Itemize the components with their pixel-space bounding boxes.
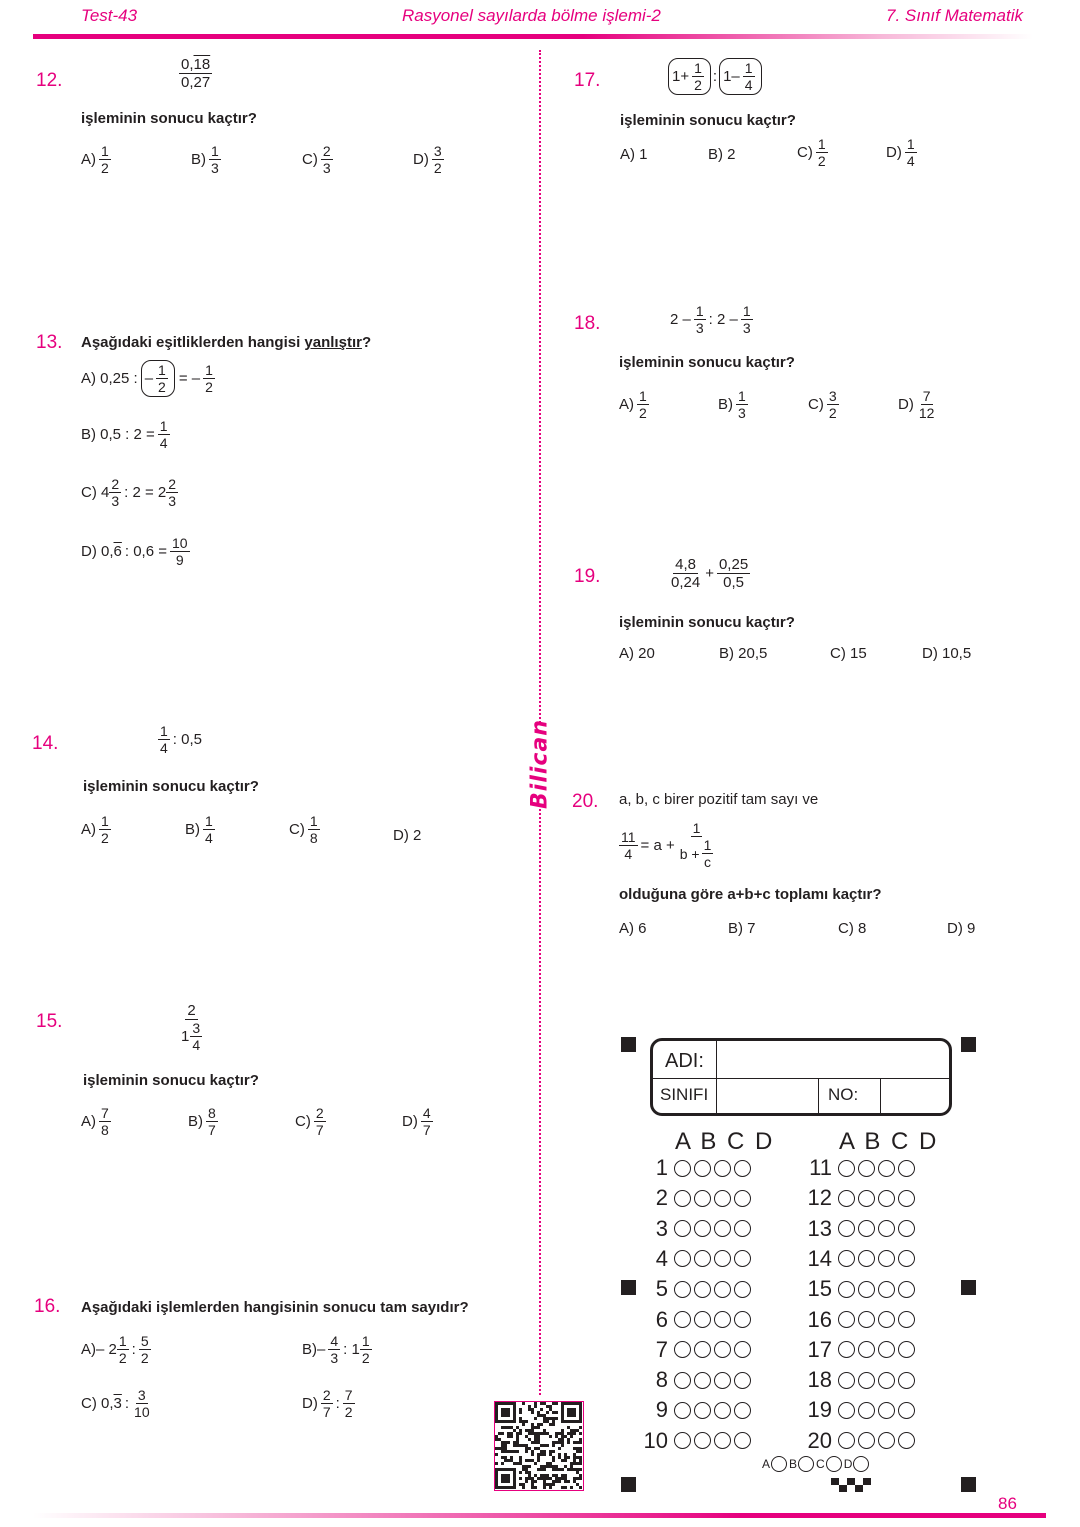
registration-mark [961,1037,976,1052]
registration-mark [621,1280,636,1295]
answer-bubble-c[interactable] [714,1190,731,1207]
answer-row [806,1154,918,1182]
name-label: ADI: [665,1050,704,1072]
question-12-text: işleminin sonucu kaçtır? [81,110,257,127]
answer-row [806,1336,918,1364]
legend-bubble [826,1456,842,1472]
q13-option-b[interactable]: B) 0,5 : 2 = $\frac{1}{4}$ [81,418,168,452]
answer-bubble-b[interactable] [858,1250,875,1267]
answer-bubble-b[interactable] [694,1220,711,1237]
answer-bubble-d[interactable] [734,1372,751,1389]
q20-option-c[interactable]: C) 8 [838,920,867,937]
answer-bubble-b[interactable] [694,1311,711,1328]
name-field[interactable] [719,1043,944,1076]
answer-row [806,1245,918,1273]
q17-option-c[interactable]: C) 1 2 [797,136,826,170]
q15-option-a[interactable]: A) 7 8 [81,1105,109,1139]
answer-bubble-c[interactable] [878,1250,895,1267]
q18-option-d[interactable]: D) 7 12 [898,388,935,422]
q20-option-a[interactable]: A) 6 [619,920,647,937]
answer-row [642,1154,754,1182]
answer-bubble-c[interactable] [878,1281,895,1298]
question-18-number: 18. [574,313,601,334]
test-number: Test-43 [81,6,138,25]
question-19-text: işleminin sonucu kaçtır? [619,614,795,631]
answer-row [642,1275,754,1303]
answer-bubble-d[interactable] [734,1341,751,1358]
answer-bubble-d[interactable] [898,1372,915,1389]
q19-option-a[interactable]: A) 20 [619,645,655,662]
answer-columns-left: A B C D [675,1128,775,1155]
answer-bubble-b[interactable] [858,1432,875,1449]
answer-row-number: 11 [809,1155,832,1180]
answer-row-number: 3 [655,1215,668,1241]
answer-row [806,1366,918,1394]
answer-row-number: 6 [655,1306,668,1332]
question-20-number: 20. [572,791,599,812]
answer-bubble-d[interactable] [898,1432,915,1449]
answer-bubble-c[interactable] [878,1432,895,1449]
question-13-number: 13. [36,332,63,353]
question-17-text: işleminin sonucu kaçtır? [620,112,796,129]
answer-bubble-a[interactable] [674,1341,691,1358]
answer-row-number: 15 [807,1276,832,1302]
answer-bubble-a[interactable] [838,1250,855,1267]
answer-bubble-a[interactable] [674,1402,691,1419]
qr-code[interactable] [494,1401,584,1491]
q17-option-d[interactable]: D) 1 4 [886,136,915,170]
question-14-number: 14. [32,733,59,754]
q20-option-b[interactable]: B) 7 [728,920,756,937]
answer-bubble-a[interactable] [674,1372,691,1389]
page-title: Rasyonel sayılarda bölme işlemi-2 [402,6,661,25]
answer-bubble-d[interactable] [898,1402,915,1419]
answer-row-number: 13 [807,1215,832,1241]
page-number: 86 [998,1494,1017,1513]
registration-mark [961,1477,976,1492]
answer-bubble-a[interactable] [838,1220,855,1237]
question-15-expression: 2 1 3 4 [181,1002,201,1054]
answer-bubble-d[interactable] [734,1250,751,1267]
answer-row [642,1336,754,1364]
question-15-number: 15. [36,1011,63,1032]
answer-bubble-a[interactable] [838,1190,855,1207]
answer-row-number: 12 [807,1185,832,1211]
question-14-expression: 1 4 : 0,5 [160,723,202,757]
answer-bubble-b[interactable] [858,1311,875,1328]
answer-row [806,1427,918,1455]
question-18-expression: 2 – 1 3 : 2 – 1 3 [670,303,751,337]
question-12-number: 12. [36,70,63,91]
legend-bubble [853,1456,869,1472]
question-17-expression: 1+ $\frac{1}{2}$ : 1– 1 4 [668,58,762,95]
answer-bubble-d[interactable] [898,1311,915,1328]
number-field[interactable] [883,1081,945,1111]
answer-bubble-c[interactable] [878,1160,895,1177]
answer-row [642,1366,754,1394]
q19-option-b[interactable]: B) 20,5 [719,645,768,662]
header-rule [33,34,1033,39]
answer-bubble-c[interactable] [714,1160,731,1177]
answer-bubble-d[interactable] [734,1311,751,1328]
question-19-expression: 4,8 0,24 + $\frac{0,25}{0,5}$ [671,556,749,592]
class-field[interactable] [719,1081,816,1111]
q12-option-b[interactable]: B) 1 3 [191,143,219,177]
answer-row [642,1245,754,1273]
answer-bubble-b[interactable] [858,1281,875,1298]
answer-bubble-a[interactable] [674,1190,691,1207]
q12-option-a[interactable]: A) 1 2 [81,143,109,177]
answer-row-number: 7 [655,1336,668,1362]
answer-bubble-c[interactable] [714,1402,731,1419]
q12-option-c[interactable]: C) 2 3 [302,143,331,177]
answer-bubble-b[interactable] [694,1250,711,1267]
logo-text: Bilican [527,719,553,809]
answer-row-number: 16 [807,1306,832,1332]
answer-row-number: 1 [655,1155,668,1180]
answer-row-number: 9 [655,1397,668,1423]
question-20-intro: a, b, c birer pozitif tam sayı ve [619,791,819,808]
answer-bubble-d[interactable] [734,1281,751,1298]
answer-bubble-d[interactable] [898,1341,915,1358]
question-20-text: olduğuna göre a+b+c toplamı kaçtır? [619,886,882,903]
answer-row [806,1215,918,1243]
answer-bubble-c[interactable] [714,1432,731,1449]
registration-mark [621,1037,636,1052]
answer-row [806,1306,918,1334]
answer-bubble-d[interactable] [734,1432,751,1449]
answer-row [642,1215,754,1243]
question-18-text: işleminin sonucu kaçtır? [619,354,795,371]
answer-row [806,1275,918,1303]
answer-bubble-a[interactable] [674,1220,691,1237]
question-20-expression: $\frac{11}{4}$ = a + 1 b + $\frac{1}{c}$ [621,820,712,871]
q17-option-a[interactable]: A) 1 [620,146,648,163]
answer-bubble-a[interactable] [674,1311,691,1328]
answer-row-number: 8 [655,1367,668,1393]
class-label: SINIFI [660,1085,709,1104]
q14-option-c[interactable]: C) 1 8 [289,813,318,847]
answer-bubble-a[interactable] [674,1432,691,1449]
answer-row-number: 17 [807,1336,832,1362]
q13-option-d[interactable]: D) 0, 6 : 0,6 = $\frac{10}{9}$ [81,535,188,569]
answer-bubble-b[interactable] [858,1160,875,1177]
answer-bubble-a[interactable] [838,1432,855,1449]
publisher-logo [523,719,557,809]
answer-bubble-d[interactable] [898,1190,915,1207]
answer-bubble-a[interactable] [838,1341,855,1358]
answer-bubble-d[interactable] [898,1220,915,1237]
answer-row-number: 19 [807,1397,832,1423]
q18-option-a[interactable]: A) 1 2 [619,388,647,422]
q17-option-b[interactable]: B) 2 [708,146,736,163]
q14-option-b[interactable]: B) 1 4 [185,813,213,847]
answer-bubble-b[interactable] [858,1402,875,1419]
answer-bubble-c[interactable] [878,1372,895,1389]
answer-row-number: 10 [643,1427,668,1453]
q15-option-b[interactable]: B) 8 7 [188,1105,216,1139]
answer-bubble-b[interactable] [858,1190,875,1207]
q19-option-c[interactable]: C) 15 [830,645,867,662]
q16-option-a[interactable]: A) – 2 1 2 : 5 2 [81,1333,149,1367]
qr-code-pattern [495,1402,582,1489]
registration-mark [961,1280,976,1295]
answer-bubble-c[interactable] [878,1341,895,1358]
answer-row [806,1396,918,1424]
answer-bubble-d[interactable] [734,1160,751,1177]
answer-bubble-c[interactable] [714,1250,731,1267]
answer-bubble-b[interactable] [858,1220,875,1237]
answer-row-number: 2 [655,1185,668,1211]
answer-bubble-a[interactable] [838,1160,855,1177]
question-13-text: Aşağıdaki eşitliklerden hangisi yanlıştır? [81,334,372,351]
answer-bubble-b[interactable] [694,1160,711,1177]
question-15-text: işleminin sonucu kaçtır? [83,1072,259,1089]
answer-row-number: 18 [807,1367,832,1393]
question-12-expression: 0,18 0,27 [181,56,211,92]
answer-bubble-c[interactable] [714,1311,731,1328]
answer-bubble-b[interactable] [694,1432,711,1449]
q12-num-rep: 18 [193,56,211,73]
answer-row-number: 14 [807,1245,832,1271]
answer-bubble-c[interactable] [714,1372,731,1389]
answer-bubble-b[interactable] [858,1372,875,1389]
answer-columns-right: A B C D [839,1128,939,1155]
number-label: NO: [828,1085,859,1104]
question-19-number: 19. [574,566,601,587]
q16-option-c[interactable]: C) 0, 3 : 3 10 [81,1387,150,1421]
answer-bubble-d[interactable] [734,1220,751,1237]
q14-option-a[interactable]: A) 1 2 [81,813,109,847]
answer-bubble-d[interactable] [734,1402,751,1419]
answer-bubble-a[interactable] [838,1281,855,1298]
answer-bubble-c[interactable] [878,1220,895,1237]
q16-option-d[interactable]: D) 2 7 : 7 2 [302,1387,353,1421]
legend-bubble [771,1456,787,1472]
answer-bubble-b[interactable] [694,1402,711,1419]
answer-bubble-c[interactable] [878,1190,895,1207]
answer-row-number: 20 [807,1427,832,1453]
q15-option-c[interactable]: C) 2 7 [295,1105,324,1139]
question-14-text: işleminin sonucu kaçtır? [83,778,259,795]
question-17-number: 17. [574,70,601,91]
q18-option-b[interactable]: B) 1 3 [718,388,746,422]
answer-row [642,1306,754,1334]
answer-bubble-a[interactable] [838,1311,855,1328]
answer-bubble-a[interactable] [674,1250,691,1267]
question-16-number: 16. [34,1296,61,1317]
answer-row-number: 5 [655,1276,668,1302]
answer-bubble-b[interactable] [858,1341,875,1358]
question-16-text: Aşağıdaki işlemlerden hangisinin sonucu tam sayıdır? [81,1299,469,1316]
q19-option-d[interactable]: D) 10,5 [922,645,972,662]
registration-mark [621,1477,636,1492]
q12-option-d[interactable]: D) 3 2 [413,143,442,177]
answer-row [642,1396,754,1424]
answer-row [642,1184,754,1212]
q13-option-a[interactable]: A) 0,25 : – 1 2 = – 1 2 [81,360,218,397]
q16-option-b[interactable]: B) – 4 3 : 1 1 2 [302,1333,370,1367]
q20-option-d[interactable]: D) 9 [947,920,976,937]
answer-bubble-d[interactable] [898,1160,915,1177]
answer-bubble-b[interactable] [694,1190,711,1207]
timing-mark [831,1478,871,1492]
student-info-box [650,1038,952,1116]
answer-bubble-a[interactable] [674,1281,691,1298]
answer-row-number: 4 [655,1245,668,1271]
answer-bubble-d[interactable] [898,1250,915,1267]
footer-rule [33,1513,1046,1518]
answer-bubble-b[interactable] [694,1281,711,1298]
q14-option-d[interactable]: D) 2 [393,827,422,844]
answer-row [642,1427,754,1455]
answer-bubble-d[interactable] [734,1190,751,1207]
answer-bubble-b[interactable] [694,1372,711,1389]
course-name: 7. Sınıf Matematik [886,6,1023,25]
answer-bubble-a[interactable] [838,1372,855,1389]
answer-bubble-c[interactable] [878,1402,895,1419]
answer-bubble-c[interactable] [714,1341,731,1358]
bubble-legend: A B C D [762,1456,871,1472]
answer-row [806,1184,918,1212]
answer-bubble-b[interactable] [694,1341,711,1358]
q13-option-c[interactable]: C) 4 2 3 : 2 = 2 2 3 [81,476,177,510]
answer-bubble-c[interactable] [714,1281,731,1298]
q15-option-d[interactable]: D) 4 7 [402,1105,431,1139]
answer-bubble-c[interactable] [714,1220,731,1237]
answer-bubble-c[interactable] [878,1311,895,1328]
q18-option-c[interactable]: C) 3 2 [808,388,837,422]
answer-bubble-a[interactable] [674,1160,691,1177]
answer-bubble-a[interactable] [838,1402,855,1419]
legend-bubble [798,1456,814,1472]
answer-bubble-d[interactable] [898,1281,915,1298]
